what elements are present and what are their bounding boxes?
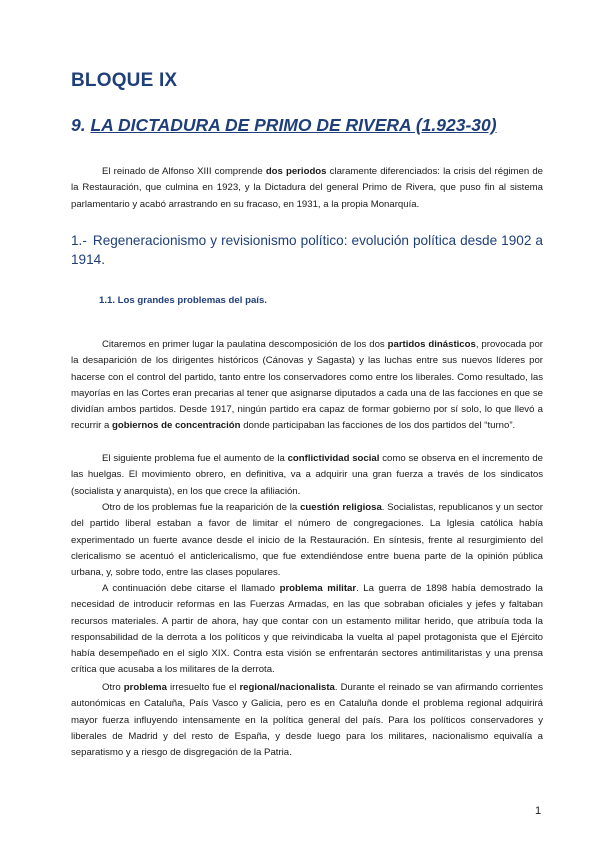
- paragraph-text: . Durante el reinado se van afirmando corrientes autonómicas en Cataluña, País Vasco y Galicia, pero es en Cataluña donde el problema regional adquirirá mayor fuerza influyendo intensamente en la política general del país. Para los políticos conservadores y liberales de Madrid y del resto de España, y desde luego para los militares, nacionalismo equivalía a separatismo y a riesgo de disgregación de la Patria.: [71, 682, 543, 759]
- paragraph-militar: [71, 581, 543, 679]
- paragraph-text: El siguiente problema fue el aumento de la: [102, 453, 288, 464]
- intro-text: claramente diferenciados: la crisis del régimen de la Restauración, que culmina en 1923, y la Dictadura del general Primo de Rivera, que puso fin al sistema parlamentario y acabó arrastrando en su fracaso, en 1931, a la propia Monarquía.: [71, 166, 544, 210]
- chapter-heading: [71, 115, 497, 136]
- subsection-heading: 1.1. Los grandes problemas del país.: [99, 295, 267, 306]
- block-title: BLOQUE IX: [71, 70, 178, 91]
- paragraph-bold: problema: [123, 682, 167, 693]
- section-title: Regeneracionismo y revisionismo político: evolución política desde 1902 a 1914.: [71, 233, 543, 267]
- paragraph-conflictividad: [71, 451, 543, 500]
- intro-text: El reinado de Alfonso XIII comprende: [102, 166, 266, 177]
- chapter-number: 9.: [71, 115, 86, 135]
- paragraph-text: Citaremos en primer lugar la paulatina descomposición de los dos: [102, 339, 388, 350]
- paragraph-bold: cuestión religiosa: [300, 502, 382, 513]
- paragraph-regional: [71, 680, 543, 761]
- paragraph-bold: gobiernos de concentración: [112, 420, 241, 432]
- paragraph-text: como se observa en el incremento de las huelgas. El movimiento obrero, en definitiva, va a adquirir una gran fuerza a través de los sindicatos (socialista y anarquista), en los que crece la afiliación.: [71, 453, 544, 497]
- paragraph-text: . La guerra de 1898 había demostrado la necesidad de introducir reformas en las Fuerzas Armadas, en las que sobraban oficiales y jefes y faltaban recursos materiales. A partir de ahora, hay que contar con un estamento militar herido, que atribuía toda la responsabilidad de la derrota a los políticos y que reivindicaba la vuelta al papel protagonista que el Ejército había desempeñado en el siglo XIX. Contra esta visión se enfrentarán sectores antimilitaristas y una prensa crítica que acusaba a los militares de la derrota.: [71, 583, 543, 676]
- paragraph-bold: partidos dinásticos: [387, 339, 476, 350]
- paragraph-text: . Socialistas, republicanos y un sector del partido liberal estaban a favor de limitar el número de congregaciones. La Iglesia católica había experimentado un fuerte avance desde el inicio de la Restauración. En síntesis, frente al resurgimiento del clericalismo se acentuó el anticlericalismo, que fue extendiéndose entre buena parte de la opinión pública urbana, y, sobre todo, entre las clases populares.: [71, 502, 543, 579]
- paragraph-text: Otro de los problemas fue la reaparición de la: [102, 502, 301, 513]
- section-number: 1.-: [71, 233, 87, 248]
- paragraph-partidos: [71, 337, 543, 435]
- paragraph-bold: conflictividad social: [287, 453, 380, 464]
- page-number: 1: [535, 805, 542, 817]
- section-heading: [71, 231, 543, 269]
- paragraph-religiosa: [71, 500, 543, 581]
- paragraph-text: A continuación debe citarse el llamado: [102, 583, 280, 594]
- paragraph-text: , provocada por la desaparición de los dirigentes históricos (Cánovas y Sagasta) y las luchas entre sus nuevos líderes por hacerse con el control del partido, tanto entre los conservadores como entre los liberales. Como resultado, las mayorías en las Cortes eran precarias al tener que asignarse diputados a cada una de las facciones en que se dividían ambos partidos. Desde 1917, ningún partido era capaz de formar gobierno por sí solo, lo que llevó a recurrir a: [71, 339, 543, 432]
- intro-paragraph: [71, 164, 543, 213]
- chapter-title: LA DICTADURA DE PRIMO DE RIVERA (1.923-30): [90, 115, 497, 135]
- paragraph-bold: regional/nacionalista: [239, 682, 335, 693]
- intro-bold: dos periodos: [265, 166, 327, 177]
- paragraph-text: donde participaban las facciones de los dos partidos del “turno”.: [240, 420, 516, 432]
- paragraph-text: irresuelto fue el: [166, 682, 240, 693]
- paragraph-bold: problema militar: [279, 583, 357, 594]
- paragraph-text: Otro: [102, 682, 124, 693]
